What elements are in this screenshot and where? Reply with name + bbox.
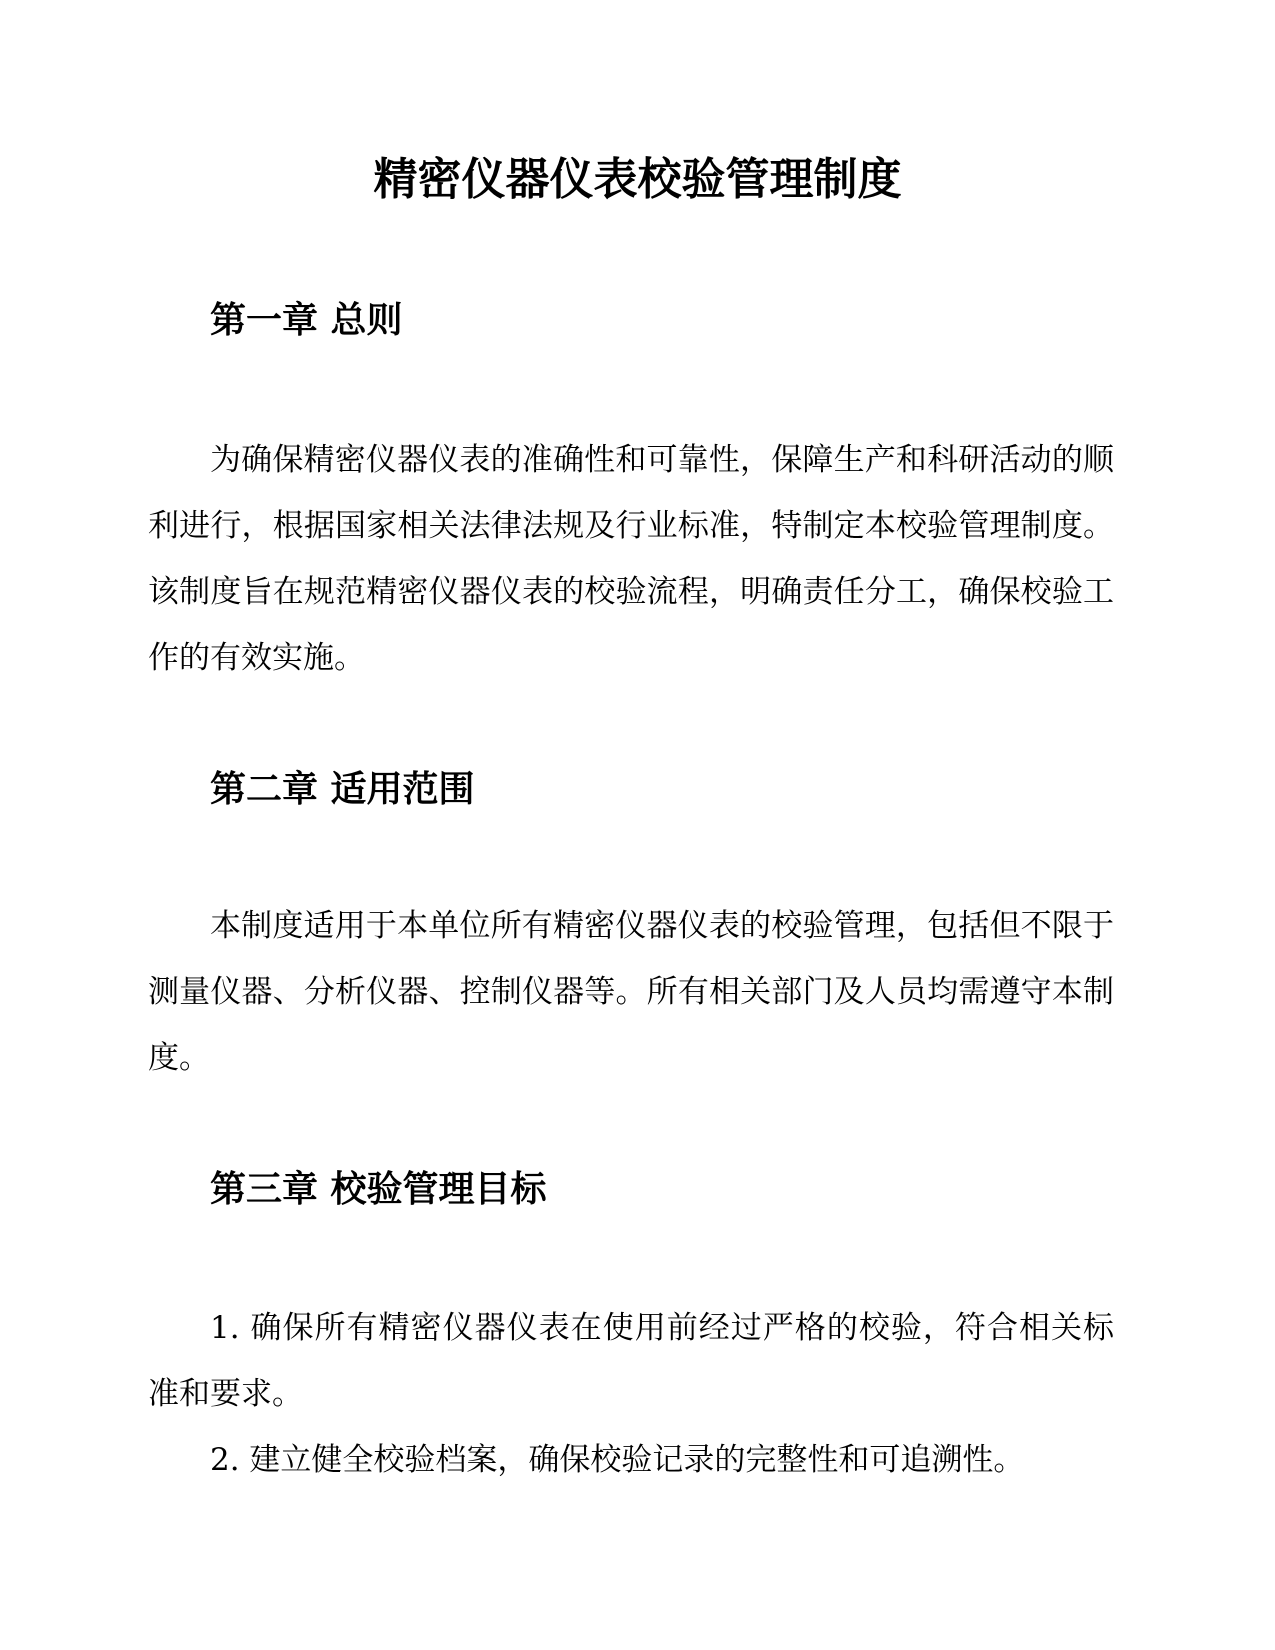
chapter-2-paragraph: 本制度适用于本单位所有精密仪器仪表的校验管理，包括但不限于测量仪器、分析仪器、控制仪器等。所有相关部门及人员均需遵守本制度。: [148, 908, 1114, 1076]
chapter-3-item-1: 1. 确保所有精密仪器仪表在使用前经过严格的校验，符合相关标准和要求。: [148, 1310, 1114, 1412]
chapter-3-item-2: 2. 建立健全校验档案，确保校验记录的完整性和可追溯性。: [210, 1442, 1025, 1478]
chapter-2-heading: 第二章 适用范围: [210, 769, 475, 810]
chapter-1-heading: 第一章 总则: [210, 300, 403, 341]
chapter-1-paragraph: 为确保精密仪器仪表的准确性和可靠性，保障生产和科研活动的顺利进行，根据国家相关法律法规及行业标准，特制定本校验管理制度。该制度旨在规范精密仪器仪表的校验流程，明确责任分工，确保校验工作的有效实施。: [148, 442, 1114, 676]
chapter-3-heading: 第三章 校验管理目标: [210, 1169, 547, 1210]
document-title: 精密仪器仪表校验管理制度: [373, 154, 902, 205]
